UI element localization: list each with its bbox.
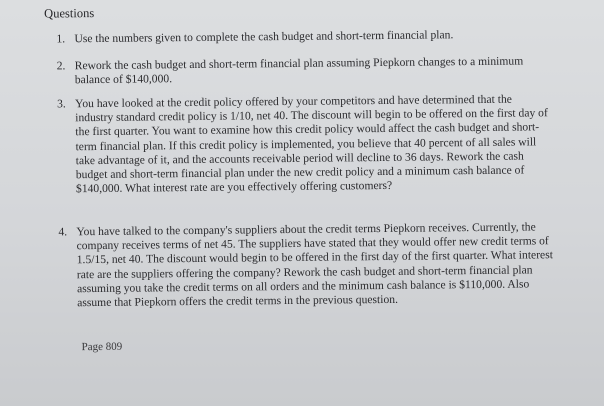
question-text: Use the numbers given to complete the cash budget and short-term financial plan.	[74, 28, 454, 46]
question-number: 2.	[56, 59, 66, 73]
question-number: 1.	[56, 32, 66, 46]
question-text: You have looked at the credit policy offered by your competitors and have determined that the industry standard credit policy is 1/10, net 40. The discount will begin to be offered on the first day of the first quarter. You want to examine how this credit policy would affect the cash budget and short-term financial plan. If this credit policy is implemented, you believe that 40 percent of all sales will take advantage of it, and the accounts receivable period will decline to 36 days. Rework the cash budget and short-term financial plan under the new credit policy and a minimum cash balance of $140,000. What interest rate are you effectively offering customers?	[75, 92, 548, 196]
question-item	[57, 92, 552, 197]
question-number: 3.	[57, 97, 66, 111]
question-text: You have talked to the company's suppliers about the credit terms Piepkorn receives. Currently, the company receives terms of net 45. The suppliers have stated that they would offer new credit terms of 1.5/15, net 40. The discount would begin to be offered in the first day of the first quarter. What interest rate are the suppliers offering the company? Rework the cash budget and short-term financial plan assuming you take the credit terms on all orders and the minimum cash balance is $110,000. Also assume that Piepkorn offers the credit terms in the previous question.	[76, 220, 553, 310]
question-item	[58, 220, 556, 310]
question-text: Rework the cash budget and short-term financial plan assuming Piepkorn changes to a minimum balance of $140,000.	[74, 54, 524, 87]
question-item	[57, 54, 557, 88]
question-number: 4.	[58, 225, 68, 239]
question-item	[56, 27, 556, 46]
section-heading: Questions	[44, 6, 95, 21]
page-reference: Page 809	[81, 340, 123, 354]
